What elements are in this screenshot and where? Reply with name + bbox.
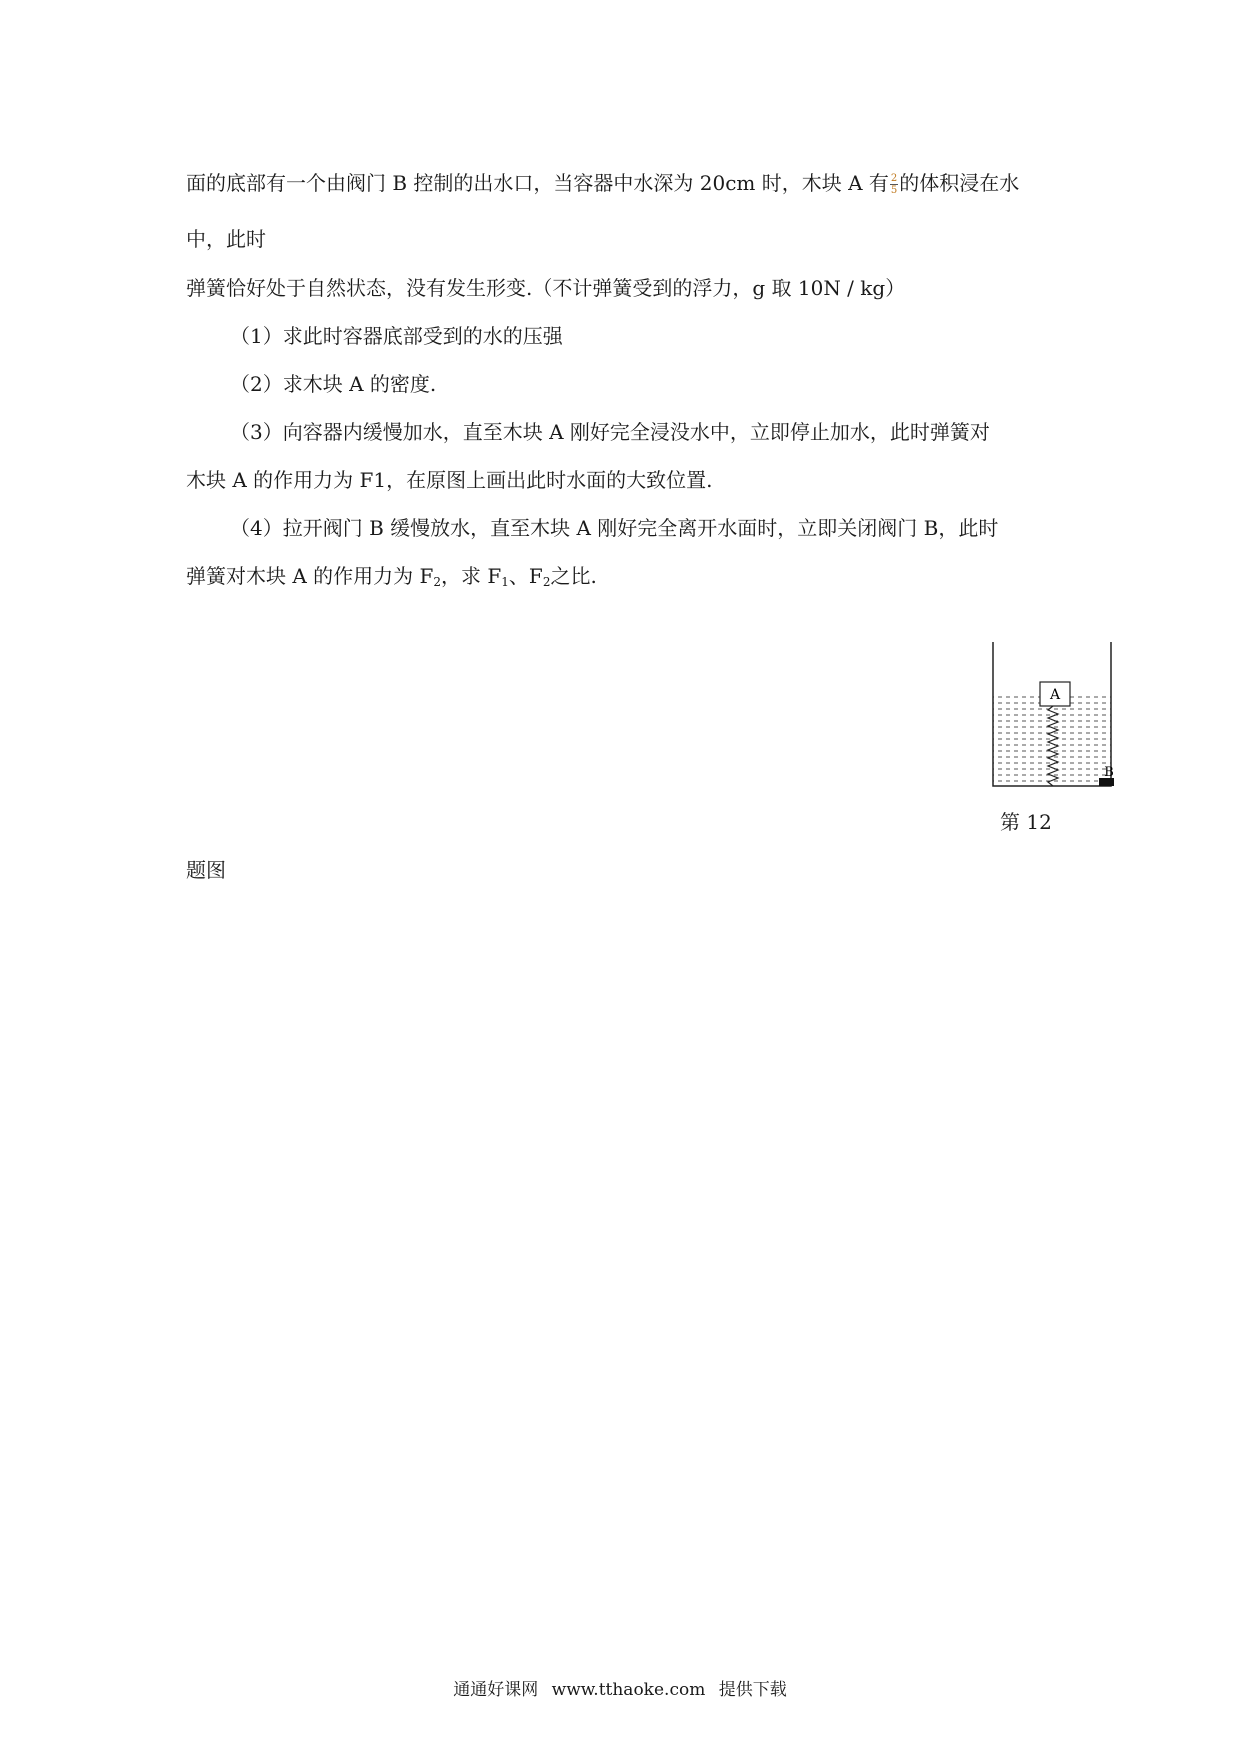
valve-label-b: B [1104, 765, 1114, 780]
figure-caption-line-2: 题图 [186, 858, 226, 882]
page-footer [0, 1678, 1240, 1702]
question-3-line-1: （3）向容器内缓慢加水，直至木块 A 刚好完全浸没水中，立即停止加水，此时弹簧对 [230, 420, 990, 444]
footer-download-text: 提供下载 [718, 1680, 787, 1700]
question-1: （1）求此时容器底部受到的水的压强 [230, 324, 563, 348]
paragraph-line-1: 面的底部有一个由阀门 B 控制的出水口，当容器中水深为 20cm 时，木块 A 有 $\frac{2}{5}$ 的体积浸在水 [186, 171, 1020, 196]
paragraph-line-3: 弹簧恰好处于自然状态，没有发生形变.（不计弹簧受到的浮力，g 取 10N / kg） [186, 276, 906, 300]
footer-url: www.tthaoke.com [551, 1680, 706, 1700]
footer-site-name: 通通好课网 [453, 1680, 539, 1700]
question-2: （2）求木块 A 的密度. [230, 372, 437, 396]
container-figure [990, 640, 1130, 790]
question-4-line-1: （4）拉开阀门 B 缓慢放水，直至木块 A 刚好完全离开水面时，立即关闭阀门 B，此时 [230, 516, 999, 540]
figure-caption-line-1: 第 12 [1000, 810, 1052, 834]
question-3-line-2: 木块 A 的作用力为 F1，在原图上画出此时水面的大致位置. [186, 468, 713, 492]
block-label-a: A [1049, 687, 1061, 703]
fraction-two-fifths: $\frac{2}{5}$ [890, 173, 898, 196]
paragraph-line-2: 中，此时 [186, 227, 266, 251]
question-4-line-2: 弹簧对木块 A 的作用力为 $F_2$，求 $F_1$、$F_2$之比. [186, 564, 597, 589]
